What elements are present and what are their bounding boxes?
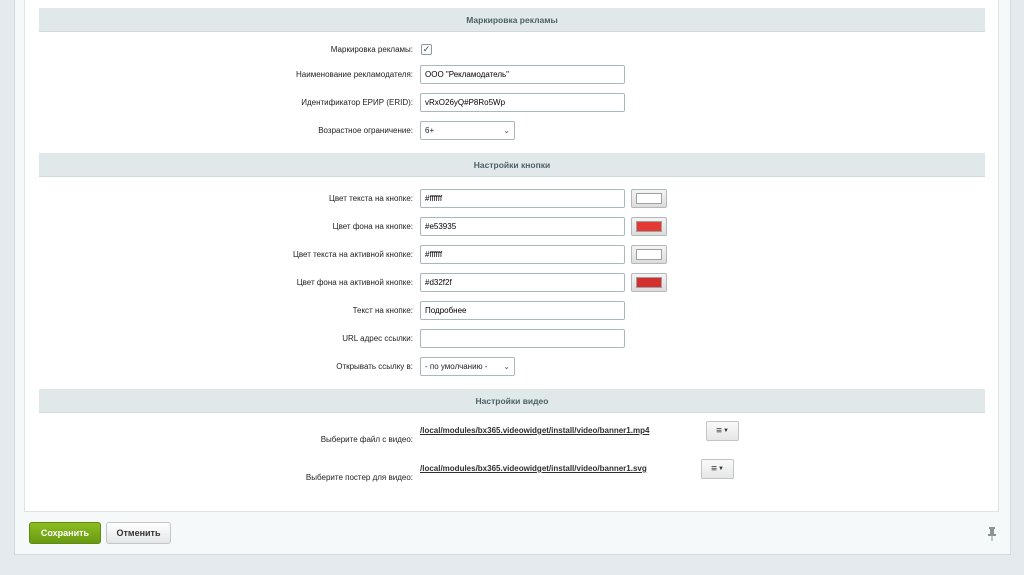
cancel-button[interactable]: Отменить <box>106 522 171 544</box>
open-link-select[interactable] <box>420 357 515 376</box>
chevron-down-icon: ⌄ <box>503 126 510 135</box>
ad-marking-checkbox[interactable] <box>421 44 432 55</box>
video-file-link[interactable]: /local/modules/bx365.videowidget/install/video/banner1.mp4 <box>420 426 650 435</box>
active-text-color-input[interactable]: #ffffff <box>420 245 625 264</box>
menu-lines-icon: ≡ <box>716 425 722 437</box>
chevron-down-icon: ⌄ <box>503 362 510 371</box>
active-text-color-picker[interactable] <box>631 245 667 264</box>
section-header-ad-marking: Маркировка рекламы <box>39 8 985 32</box>
poster-file-link[interactable]: /local/modules/bx365.videowidget/install/video/banner1.svg <box>420 464 647 473</box>
erid-label: Идентификатор ЕРИР (ERID): <box>301 98 413 107</box>
poster-file-menu-button[interactable] <box>701 459 734 479</box>
active-bg-color-input[interactable]: #d32f2f <box>420 273 625 292</box>
active-bg-color-picker[interactable] <box>631 273 667 292</box>
menu-lines-icon: ≡ <box>711 463 717 475</box>
ad-marking-label: Маркировка рекламы: <box>330 45 413 54</box>
open-link-value: - по умолчанию - <box>425 362 488 371</box>
advertiser-label: Наименование рекламодателя: <box>296 70 413 79</box>
url-input[interactable] <box>420 329 625 348</box>
button-text-input[interactable]: Подробнее <box>420 301 625 320</box>
caret-down-icon: ▼ <box>717 466 724 472</box>
pin-icon[interactable] <box>987 527 997 541</box>
button-bg-color-picker[interactable] <box>631 217 667 236</box>
color-swatch <box>636 193 662 204</box>
button-text-color-label: Цвет текста на кнопке: <box>328 194 413 203</box>
active-text-color-label: Цвет текста на активной кнопке: <box>292 250 413 259</box>
age-limit-label: Возрастное ограничение: <box>318 126 413 135</box>
button-text-color-picker[interactable] <box>631 189 667 208</box>
video-file-menu-button[interactable] <box>706 421 739 441</box>
open-link-label: Открывать ссылку в: <box>336 362 413 371</box>
color-swatch <box>636 277 662 288</box>
age-limit-value: 6+ <box>425 126 435 135</box>
form-inner-panel <box>24 0 999 512</box>
section-header-button-settings: Настройки кнопки <box>39 153 985 177</box>
active-bg-color-label: Цвет фона на активной кнопке: <box>296 278 413 287</box>
form-outer-panel <box>14 0 1011 555</box>
save-button[interactable]: Сохранить <box>29 522 101 544</box>
check-icon: ✓ <box>422 44 431 54</box>
url-label: URL адрес ссылки: <box>342 334 413 343</box>
button-text-label: Текст на кнопке: <box>352 306 413 315</box>
button-bg-color-input[interactable]: #e53935 <box>420 217 625 236</box>
age-limit-select[interactable] <box>420 121 515 140</box>
color-swatch <box>636 221 662 232</box>
erid-input[interactable]: vRxO26yQ#P8Ro5Wp <box>420 93 625 112</box>
section-header-video-settings: Настройки видео <box>39 389 985 413</box>
poster-file-label: Выберите постер для видео: <box>305 473 413 482</box>
button-bg-color-label: Цвет фона на кнопке: <box>332 222 413 231</box>
color-swatch <box>636 249 662 260</box>
advertiser-input[interactable]: ООО "Рекламодатель" <box>420 65 625 84</box>
video-file-label: Выберите файл с видео: <box>320 435 413 444</box>
button-text-color-input[interactable]: #ffffff <box>420 189 625 208</box>
caret-down-icon: ▼ <box>722 428 729 434</box>
